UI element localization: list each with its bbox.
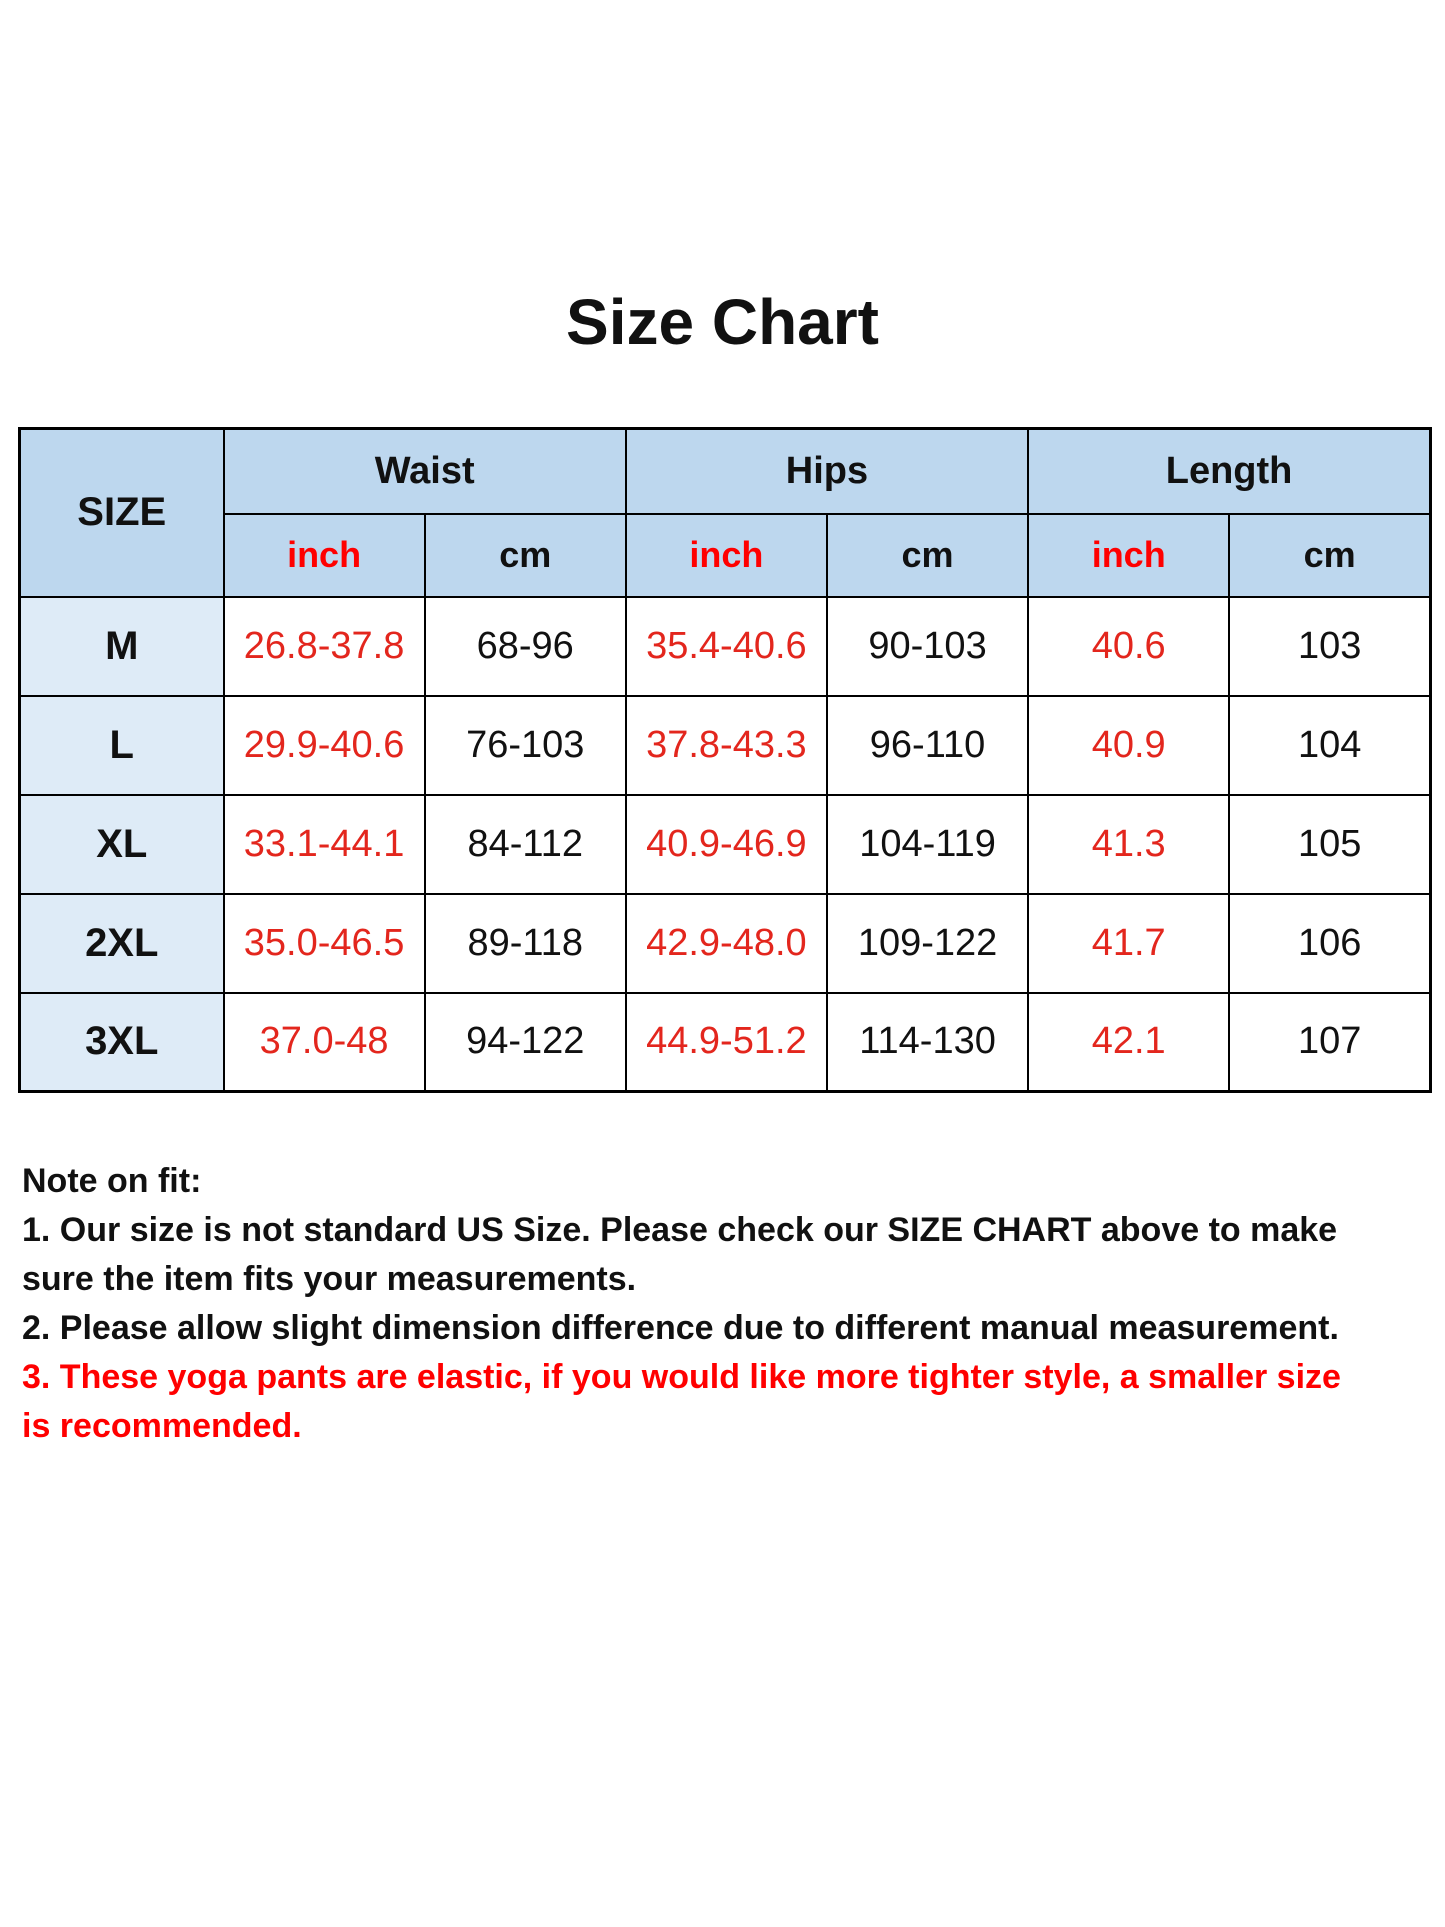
waist-cm-cell: 94-122 [425, 993, 626, 1092]
length-cm-cell: 103 [1229, 597, 1430, 696]
length-cm-cell: 106 [1229, 894, 1430, 993]
waist-inch-cell: 35.0-46.5 [224, 894, 425, 993]
header-length-inch: inch [1028, 514, 1229, 597]
hips-cm-cell: 104-119 [827, 795, 1028, 894]
table-unit-header-row [20, 514, 1431, 597]
size-cell: M [20, 597, 224, 696]
hips-inch-cell: 44.9-51.2 [626, 993, 827, 1092]
table-row-2xl [20, 894, 1431, 993]
header-size: SIZE [20, 429, 224, 597]
table-row-l [20, 696, 1431, 795]
table-group-header-row [20, 429, 1431, 514]
waist-inch-cell: 33.1-44.1 [224, 795, 425, 894]
notes-heading: Note on fit: [22, 1162, 202, 1200]
size-cell: XL [20, 795, 224, 894]
length-inch-cell: 40.9 [1028, 696, 1229, 795]
header-waist-cm: cm [425, 514, 626, 597]
length-cm-cell: 107 [1229, 993, 1430, 1092]
header-hips-cm: cm [827, 514, 1028, 597]
header-hips-inch: inch [626, 514, 827, 597]
fit-notes [22, 1157, 1432, 1451]
size-cell: 3XL [20, 993, 224, 1092]
hips-cm-cell: 90-103 [827, 597, 1028, 696]
hips-inch-cell: 35.4-40.6 [626, 597, 827, 696]
table-row-3xl [20, 993, 1431, 1092]
waist-inch-cell: 26.8-37.8 [224, 597, 425, 696]
hips-inch-cell: 37.8-43.3 [626, 696, 827, 795]
hips-cm-cell: 109-122 [827, 894, 1028, 993]
header-waist: Waist [224, 429, 626, 514]
waist-cm-cell: 84-112 [425, 795, 626, 894]
length-cm-cell: 105 [1229, 795, 1430, 894]
hips-inch-cell: 42.9-48.0 [626, 894, 827, 993]
size-cell: L [20, 696, 224, 795]
waist-cm-cell: 68-96 [425, 597, 626, 696]
table-row-m [20, 597, 1431, 696]
size-table [18, 427, 1432, 1093]
table-row-xl [20, 795, 1431, 894]
header-hips: Hips [626, 429, 1028, 514]
length-inch-cell: 40.6 [1028, 597, 1229, 696]
page-title: Size Chart [566, 286, 879, 358]
size-cell: 2XL [20, 894, 224, 993]
note-3-line-2: is recommended. [22, 1407, 302, 1445]
length-cm-cell: 104 [1229, 696, 1430, 795]
note-1-line-2: sure the item fits your measurements. [22, 1260, 637, 1298]
header-length: Length [1028, 429, 1430, 514]
waist-inch-cell: 29.9-40.6 [224, 696, 425, 795]
hips-cm-cell: 114-130 [827, 993, 1028, 1092]
note-2: 2. Please allow slight dimension difference due to different manual measurement. [22, 1309, 1339, 1347]
waist-inch-cell: 37.0-48 [224, 993, 425, 1092]
header-length-cm: cm [1229, 514, 1430, 597]
waist-cm-cell: 89-118 [425, 894, 626, 993]
header-waist-inch: inch [224, 514, 425, 597]
hips-inch-cell: 40.9-46.9 [626, 795, 827, 894]
length-inch-cell: 41.3 [1028, 795, 1229, 894]
length-inch-cell: 42.1 [1028, 993, 1229, 1092]
length-inch-cell: 41.7 [1028, 894, 1229, 993]
note-3-line-1: 3. These yoga pants are elastic, if you would like more tighter style, a smaller size [22, 1358, 1341, 1396]
hips-cm-cell: 96-110 [827, 696, 1028, 795]
waist-cm-cell: 76-103 [425, 696, 626, 795]
note-1-line-1: 1. Our size is not standard US Size. Please check our SIZE CHART above to make [22, 1211, 1338, 1249]
